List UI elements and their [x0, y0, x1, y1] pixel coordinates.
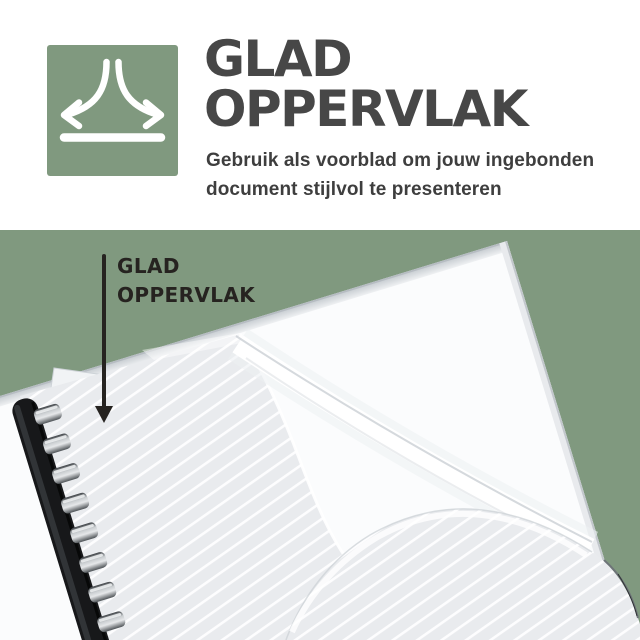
- photo-section: [0, 230, 640, 640]
- header: [0, 0, 640, 230]
- subtitle-line-1: Gebruik als voorblad om jouw ingebonden: [206, 150, 595, 171]
- title-line-2: OPPERVLAK: [204, 80, 527, 138]
- page-title: [204, 30, 527, 138]
- bound-document-photo: [0, 230, 640, 640]
- smooth-surface-icon: [47, 45, 178, 176]
- annotation-line-2: OPPERVLAK: [117, 283, 256, 307]
- title-line-1: GLAD: [204, 30, 352, 88]
- annotation-line-1: GLAD: [117, 254, 180, 278]
- flatten-arrows-icon: [47, 45, 178, 176]
- page-subtitle: [206, 146, 594, 204]
- subtitle-line-2: document stijlvol te presenteren: [206, 179, 502, 200]
